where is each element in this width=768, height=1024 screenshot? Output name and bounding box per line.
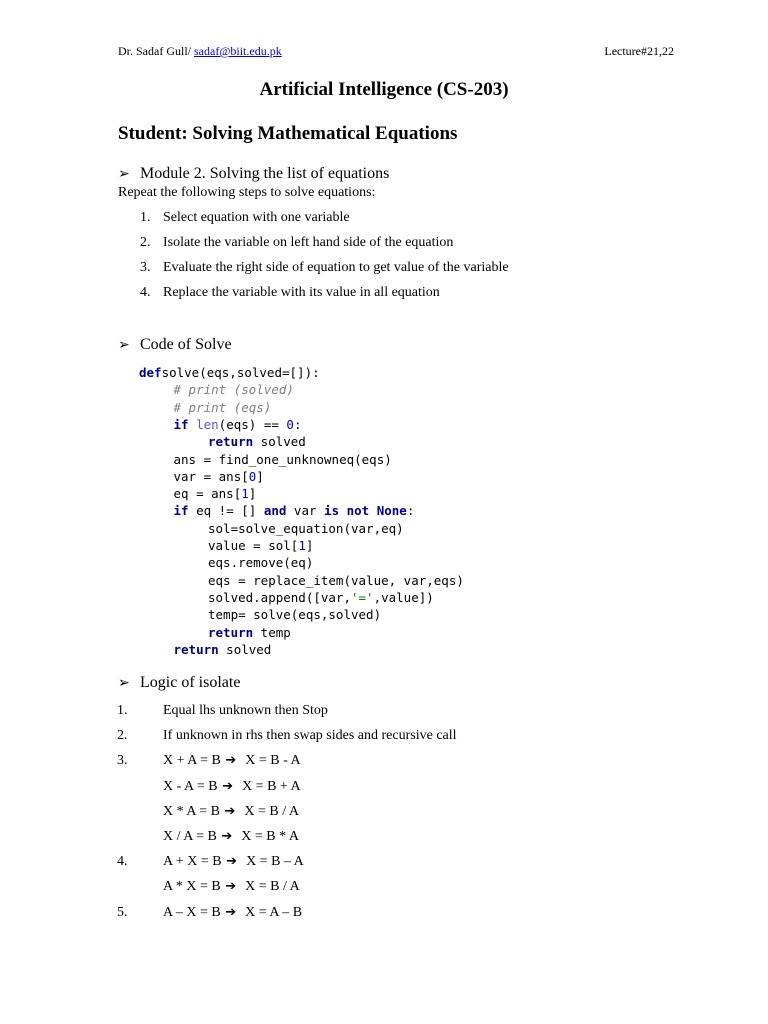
rule-rhs: X = A – B xyxy=(245,904,303,920)
step-number: 3. xyxy=(140,260,151,275)
implies-arrow-icon: ➔ xyxy=(220,753,246,769)
rule-rhs: X = B / A xyxy=(244,803,299,819)
rule-lhs: X + A = B xyxy=(163,753,221,769)
rule-rhs: X = B * A xyxy=(241,829,299,844)
code-line xyxy=(174,469,264,484)
rule-rhs: X = B - A xyxy=(245,753,301,769)
logic-rule xyxy=(163,829,299,845)
step-number: 2. xyxy=(140,235,151,250)
bullet-arrow-icon: ➢ xyxy=(118,337,130,353)
logic-number: 5. xyxy=(117,904,128,920)
code-token: # print (solved) xyxy=(173,382,294,398)
step-text: Evaluate the right side of equation to get value of the variable xyxy=(163,260,509,275)
code-token: is not None xyxy=(324,503,407,519)
code-line xyxy=(208,625,291,640)
logic-number: 3. xyxy=(117,753,128,769)
rule-lhs: A + X = B xyxy=(163,854,222,870)
code-token: ] xyxy=(248,486,257,502)
code-token: 1 xyxy=(298,538,306,553)
code-token: var = ans[ xyxy=(173,468,249,484)
code-line xyxy=(174,382,294,397)
code-token: eq != [] xyxy=(188,503,264,519)
implies-arrow-icon: ➔ xyxy=(217,778,243,794)
code-token: solved xyxy=(253,434,306,450)
rule-lhs: A * X = B xyxy=(163,879,221,895)
implies-arrow-icon: ➔ xyxy=(221,854,247,870)
code-token: '=' xyxy=(351,589,374,605)
code-token: : xyxy=(293,416,302,432)
logic-rule xyxy=(163,779,301,795)
document-title: Artificial Intelligence (CS-203) xyxy=(259,79,509,100)
logic-rule xyxy=(163,854,304,870)
code-token: 1 xyxy=(241,486,249,502)
code-token: 0 xyxy=(248,468,257,484)
code-token: ,value]) xyxy=(373,589,434,605)
logic-number: 1. xyxy=(117,703,128,718)
code-line xyxy=(208,434,306,449)
step-number: 4. xyxy=(140,285,151,300)
code-token: return xyxy=(173,641,219,657)
code-token: ans = find_one_unknowneq(eqs) xyxy=(173,451,392,467)
document-subtitle: Student: Solving Mathematical Equations xyxy=(118,123,458,144)
bullet-arrow-icon: ➢ xyxy=(118,166,130,182)
logic-heading xyxy=(118,674,240,692)
logic-rule xyxy=(163,728,457,744)
code-line xyxy=(174,452,392,467)
code-line xyxy=(139,365,320,380)
code-token: solved xyxy=(218,641,272,657)
code-token: solved.append([var, xyxy=(208,589,351,605)
code-token: if xyxy=(173,416,189,432)
step-text: Replace the variable with its value in all equation xyxy=(163,285,440,300)
logic-rule xyxy=(163,905,302,921)
code-token: def xyxy=(139,365,162,380)
code-line xyxy=(208,538,313,553)
code-token: solve(eqs,solved=[]): xyxy=(161,365,320,380)
code-token: value = sol[ xyxy=(208,538,299,553)
code-line xyxy=(208,607,381,622)
code-line xyxy=(174,417,302,432)
step-text: Select equation with one variable xyxy=(163,210,350,225)
module-heading-text: Module 2. Solving the list of equations xyxy=(140,165,390,182)
code-token: temp xyxy=(253,624,291,640)
lecture-number: Lecture#21,22 xyxy=(604,44,674,58)
code-token: ] xyxy=(305,538,314,553)
code-heading-text: Code of Solve xyxy=(140,336,232,353)
logic-rule xyxy=(163,753,301,769)
code-token: temp= solve(eqs,solved) xyxy=(208,607,382,623)
code-token: : xyxy=(406,503,415,519)
implies-arrow-icon: ➔ xyxy=(219,803,245,819)
code-token: # print (eqs) xyxy=(173,399,272,415)
code-token: and xyxy=(263,503,287,519)
code-token: eq = ans[ xyxy=(173,486,242,502)
bullet-arrow-icon: ➢ xyxy=(118,675,130,691)
rule-rhs: X = B + A xyxy=(242,778,301,794)
code-line xyxy=(208,573,464,588)
module-intro: Repeat the following steps to solve equations: xyxy=(118,185,376,200)
code-token: sol=solve_equation(var,eq) xyxy=(208,520,404,536)
email-link[interactable]: sadaf@biit.edu.pk xyxy=(194,44,282,58)
code-line xyxy=(174,642,272,657)
code-token: ] xyxy=(256,468,264,484)
code-token: 0 xyxy=(286,416,294,432)
logic-rule xyxy=(163,703,328,719)
rule-lhs: X / A = B xyxy=(163,829,217,844)
code-token: if xyxy=(173,503,189,519)
code-token: return xyxy=(208,624,254,640)
logic-heading-text: Logic of isolate xyxy=(140,674,241,691)
implies-arrow-icon: ➔ xyxy=(220,879,246,895)
logic-number: 4. xyxy=(117,854,128,870)
rule-lhs: X * A = B xyxy=(163,803,220,819)
code-line xyxy=(208,590,434,605)
module-heading xyxy=(118,165,389,183)
code-token xyxy=(189,417,197,432)
logic-number: 2. xyxy=(117,728,128,744)
code-token: (eqs) == xyxy=(218,416,287,432)
code-token: len xyxy=(196,416,219,432)
code-token: return xyxy=(208,434,254,450)
rule-lhs: Equal lhs unknown then Stop xyxy=(163,703,328,718)
implies-arrow-icon: ➔ xyxy=(216,829,242,844)
code-line xyxy=(208,521,404,536)
step-text: Isolate the variable on left hand side of the equation xyxy=(163,235,454,250)
logic-rule xyxy=(163,804,299,820)
implies-arrow-icon: ➔ xyxy=(220,904,246,920)
code-token: var xyxy=(286,503,325,519)
code-token: eqs = replace_item(value, var,eqs) xyxy=(208,572,464,588)
code-line xyxy=(174,503,415,518)
code-line xyxy=(174,486,257,501)
code-heading xyxy=(118,336,232,354)
rule-lhs: A – X = B xyxy=(163,904,221,920)
code-line xyxy=(208,555,313,570)
header-author xyxy=(118,44,282,59)
rule-rhs: X = B – A xyxy=(246,854,304,870)
rule-lhs: If unknown in rhs then swap sides and recursive call xyxy=(163,728,457,744)
code-token: eqs.remove(eq) xyxy=(208,555,314,571)
author-name: Dr. Sadaf Gull/ xyxy=(118,44,194,58)
code-line xyxy=(174,400,272,415)
logic-rule xyxy=(163,879,300,895)
rule-rhs: X = B / A xyxy=(245,879,300,895)
step-number: 1. xyxy=(140,210,151,225)
rule-lhs: X - A = B xyxy=(163,778,218,794)
